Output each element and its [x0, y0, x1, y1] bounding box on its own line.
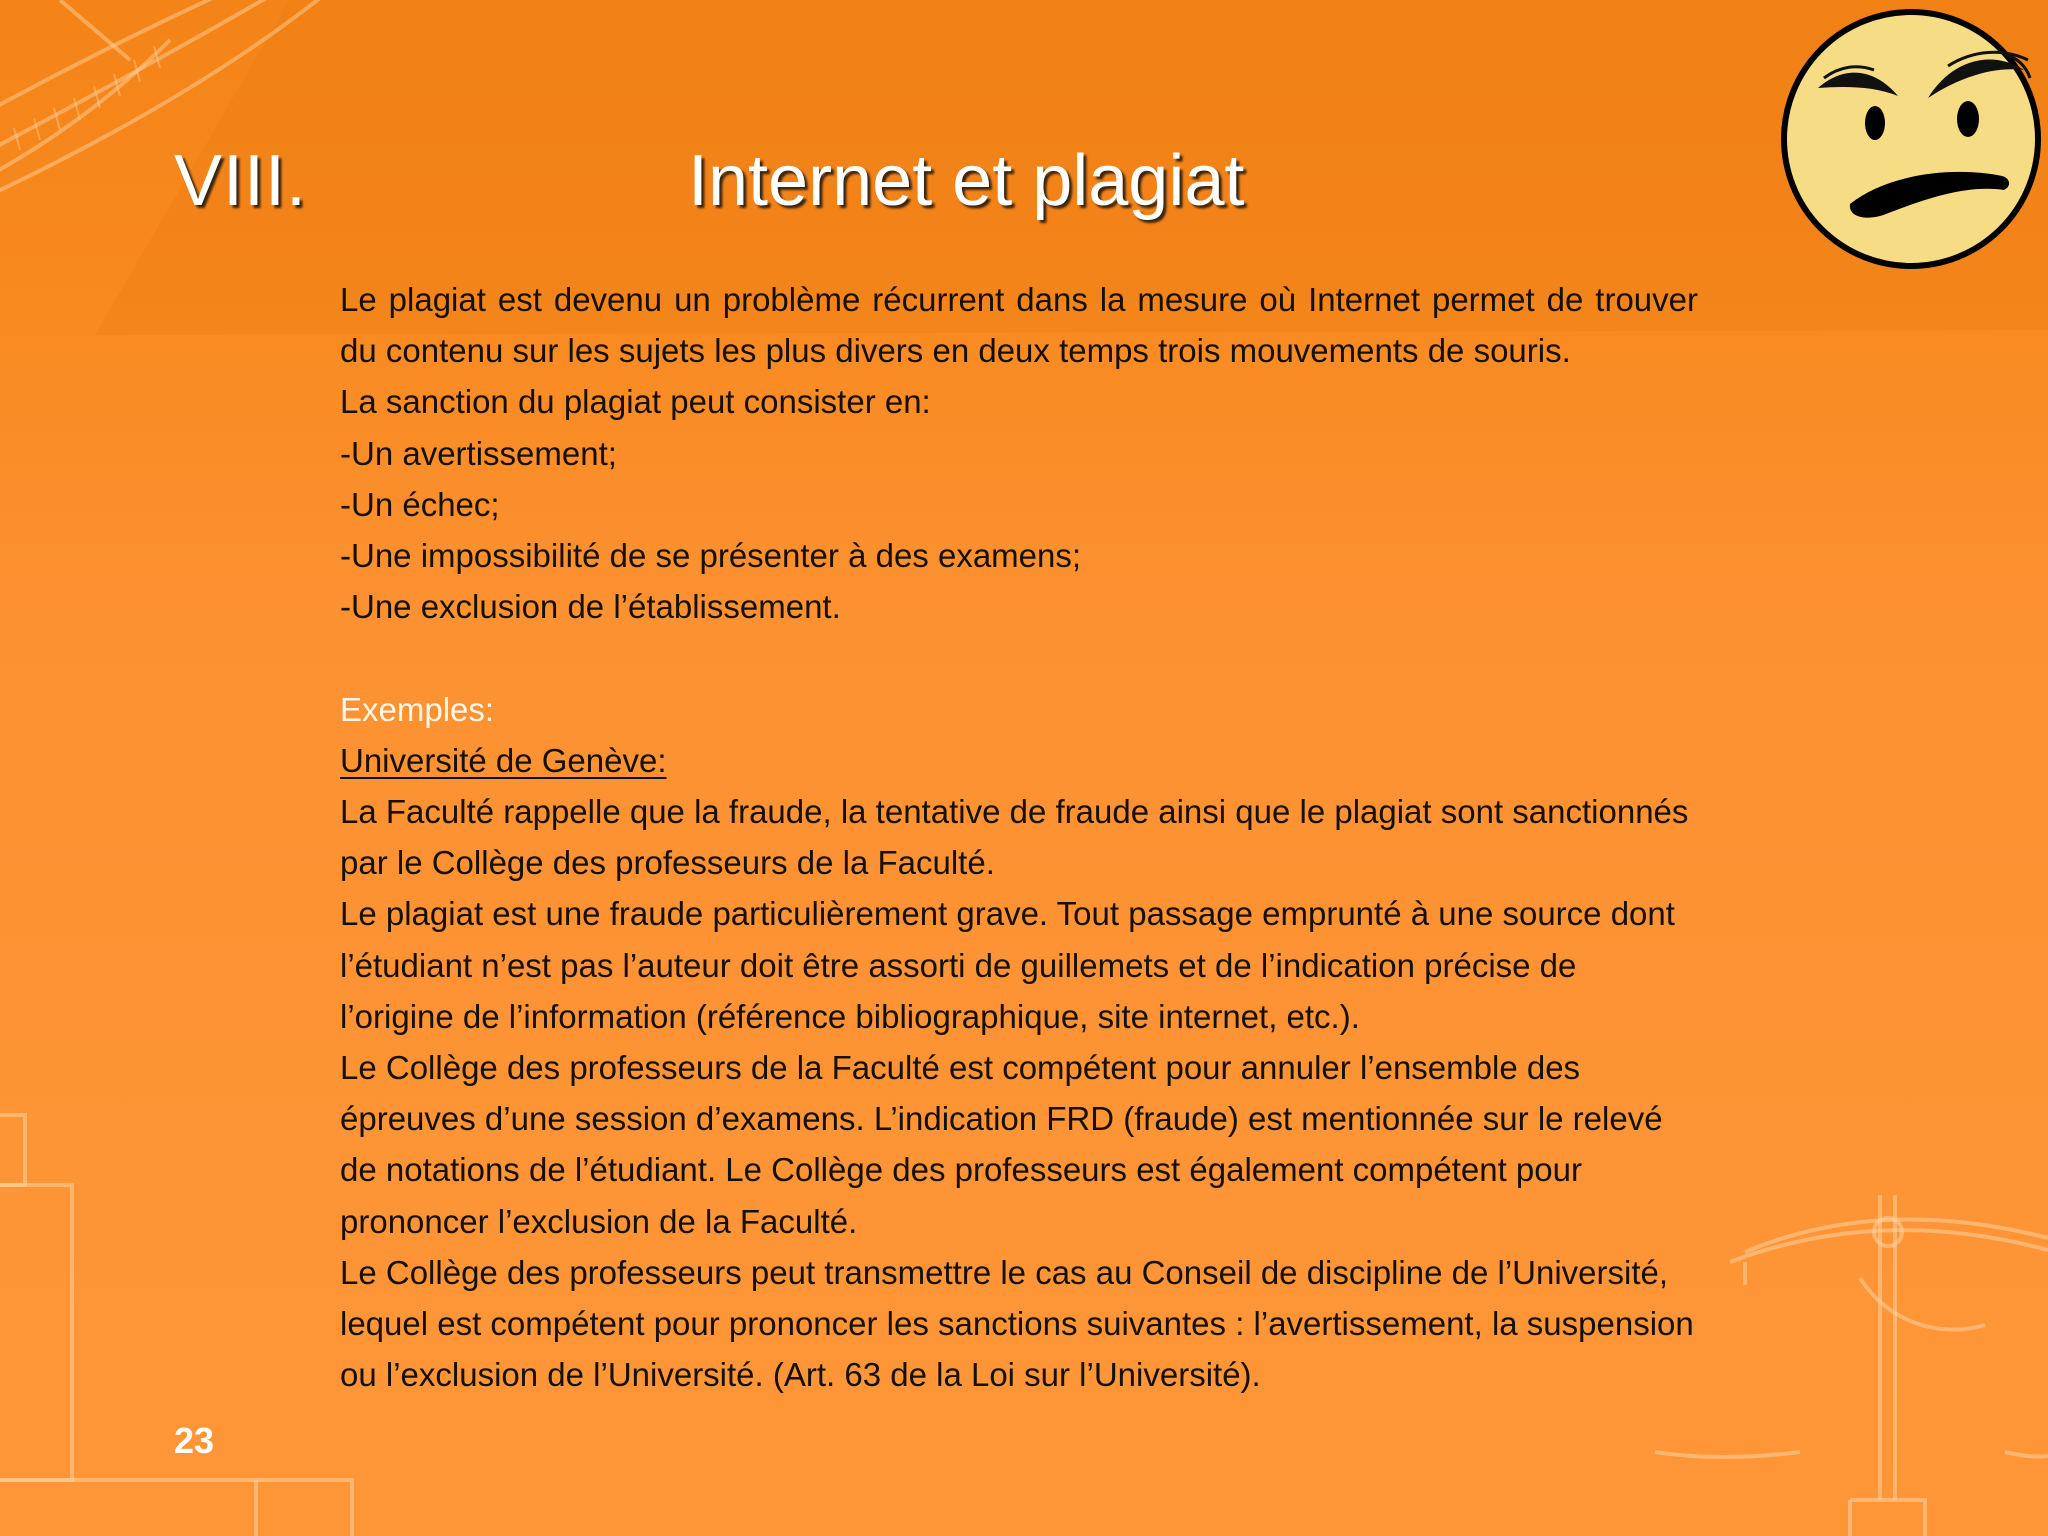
- slide-title: Internet et plagiat: [688, 141, 1245, 221]
- sanction-item: -Une impossibilité de se présenter à des examens;: [340, 537, 1082, 575]
- page-number: 23: [174, 1420, 215, 1461]
- body-paragraph: Le Collège des professeurs peut transmettre le cas au Conseil de discipline de l’Université, lequel est compétent pour prononcer les sanctions suivantes : l’avertissement, la suspension ou l’exclusion de l’Université. (Art. 63 de la Loi sur l’Université).: [340, 1253, 1694, 1394]
- body-paragraph: La Faculté rappelle que la fraude, la tentative de fraude ainsi que le plagiat sont sanctionnés par le Collège des professeurs de la Faculté.: [340, 793, 1689, 882]
- sanction-item: -Un échec;: [340, 485, 500, 523]
- angry-face-icon: [1778, 6, 2044, 272]
- university-heading: Université de Genève:: [340, 741, 667, 779]
- intro-paragraph: Le plagiat est devenu un problème récurrent dans la mesure où Internet permet de trouver du contenu sur les sujets les plus divers en deux temps trois mouvements de souris.: [340, 281, 1698, 370]
- body-paragraph: Le Collège des professeurs de la Faculté est compétent pour annuler l’ensemble des épreuves d’une session d’examens. L’indication FRD (fraude) est mentionnée sur le relevé de notations de l’étudiant. Le Collège des professeurs est également compétent pour prononcer l’exclusion de la Faculté.: [340, 1049, 1663, 1240]
- body-paragraph: Le plagiat est une fraude particulièrement grave. Tout passage emprunté à une source dont l’étudiant n’est pas l’auteur doit être assorti de guillemets et de l’indication précise de l’origine de l’information (référence bibliographique, site internet, etc.).: [340, 895, 1675, 1035]
- sanction-item: -Une exclusion de l’établissement.: [340, 588, 841, 626]
- slide-body: [340, 274, 1698, 1400]
- section-number: VIII.: [174, 141, 308, 221]
- sanction-item: -Un avertissement;: [340, 434, 617, 472]
- spacer: [340, 632, 1698, 683]
- examples-heading: Exemples:: [340, 690, 495, 728]
- sanction-intro: La sanction du plagiat peut consister en:: [340, 383, 931, 421]
